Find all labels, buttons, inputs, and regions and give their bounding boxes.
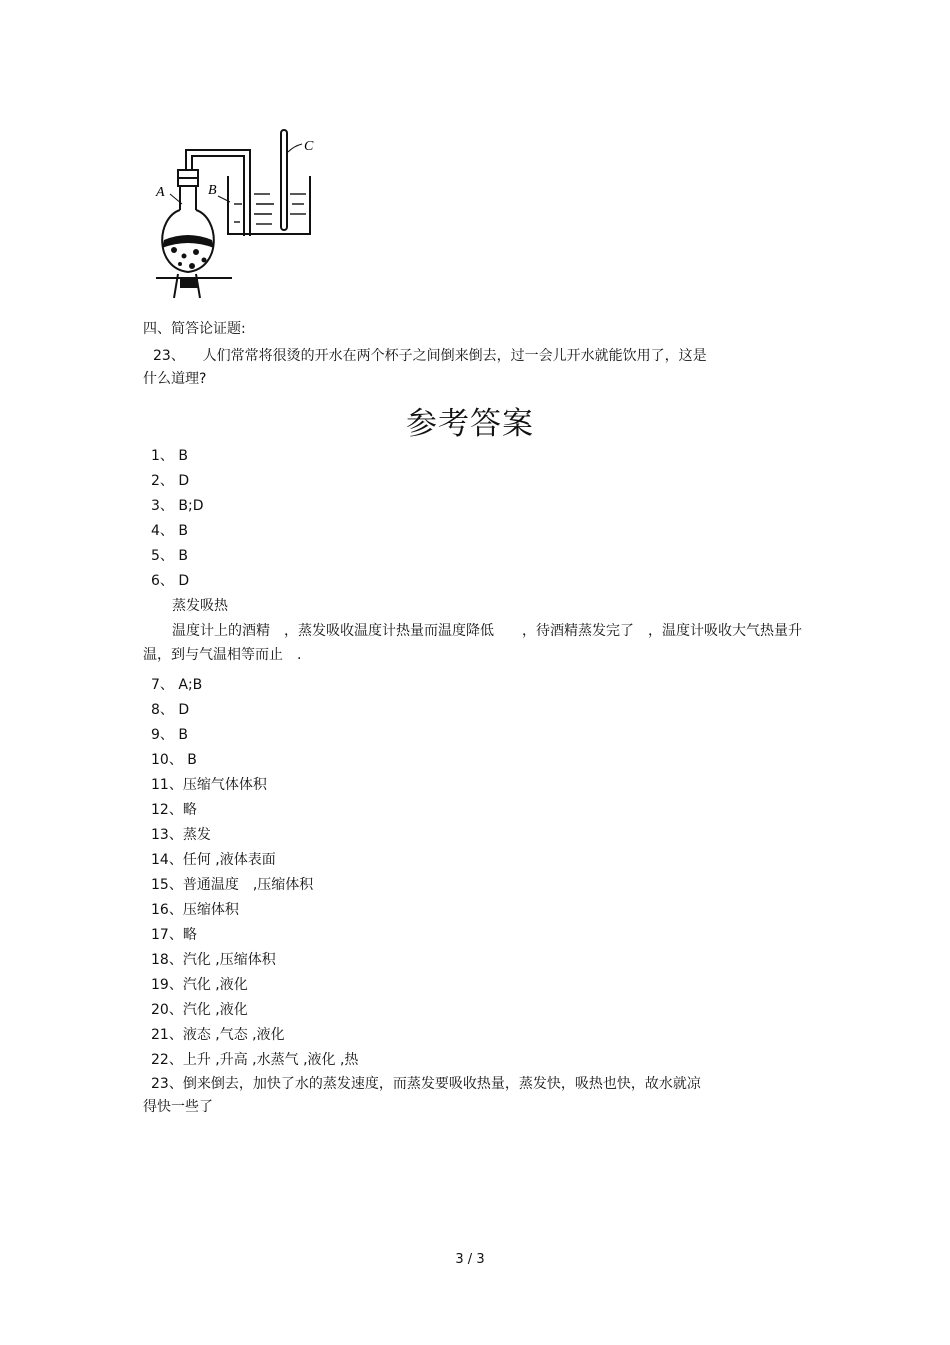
question-23: [143, 345, 783, 391]
list-item: [143, 569, 803, 594]
answer-number: 21、: [151, 1027, 183, 1043]
list-item: [143, 998, 803, 1023]
answer-text: B: [178, 548, 188, 564]
question-number: 23、: [153, 348, 185, 364]
answer-23-line1: [143, 1073, 803, 1096]
answer-number: 6、: [151, 573, 174, 589]
explanation-paragraph: 温度计上的酒精 ，蒸发吸收温度计热量而温度降低 ，待酒精蒸发完了 ，温度计吸收大气热量升温，到与气温相等而止 .: [143, 623, 802, 663]
answer-text: 蒸发: [182, 827, 211, 843]
answer-text: 压缩体积: [182, 902, 239, 918]
answer-number: 20、: [151, 1002, 183, 1018]
list-item: [143, 444, 803, 469]
list-item: [143, 898, 803, 923]
answer-text: D: [178, 702, 190, 718]
answer-text: A;B: [178, 677, 203, 693]
flask-beaker-thermometer-diagram: [150, 122, 340, 304]
answer-number: 5、: [151, 548, 174, 564]
answer-number: 2、: [151, 473, 174, 489]
answer-number: 18、: [151, 952, 183, 968]
answer-number: 9、: [151, 727, 174, 743]
answer-list: [143, 444, 803, 1119]
list-item: [143, 494, 803, 519]
question-text-line1: 人们常常将很烫的开水在两个杯子之间倒来倒去，过一会儿开水就能饮用了，这是: [202, 348, 707, 364]
answer-text: 汽化 ,压缩体积: [182, 952, 276, 968]
list-item: [143, 973, 803, 998]
list-item: [143, 798, 803, 823]
answer-number: 10、: [151, 752, 183, 768]
answer-text: 略: [182, 927, 197, 943]
answer-6-explanation: [143, 594, 803, 667]
list-item: [143, 469, 803, 494]
answer-23-text-line2: 得快一些了: [143, 1099, 213, 1115]
list-item: [143, 923, 803, 948]
list-item: [143, 948, 803, 973]
answer-heading: 参考答案: [406, 406, 534, 442]
answer-number: 17、: [151, 927, 183, 943]
answer-number: 8、: [151, 702, 174, 718]
list-item: [143, 698, 803, 723]
list-item: [143, 748, 803, 773]
answer-text: B: [178, 523, 188, 539]
answer-number: 23、: [151, 1076, 183, 1092]
question-text-line2: 什么道理?: [143, 371, 207, 387]
answer-text: 汽化 ,液化: [182, 1002, 248, 1018]
list-item: [143, 544, 803, 569]
list-item: [143, 723, 803, 748]
list-item: [143, 873, 803, 898]
page-number: 3 / 3: [455, 1252, 485, 1267]
list-item: [143, 823, 803, 848]
answer-text: 上升 ,升高 ,水蒸气 ,液化 ,热: [182, 1052, 359, 1068]
answer-text: 普通温度 ,压缩体积: [182, 877, 314, 893]
answer-number: 11、: [151, 777, 183, 793]
answer-text: 压缩气体体积: [182, 777, 267, 793]
explanation-line1: 蒸发吸热: [172, 598, 228, 614]
answer-text: D: [178, 473, 190, 489]
answer-text: D: [178, 573, 190, 589]
answer-number: 4、: [151, 523, 174, 539]
list-item: [143, 1048, 803, 1073]
list-item: [143, 773, 803, 798]
answer-number: 3、: [151, 498, 174, 514]
answer-text: 液态 ,气态 ,液化: [182, 1027, 285, 1043]
answer-23: [143, 1073, 803, 1119]
answer-text: B: [178, 727, 188, 743]
list-item: [143, 673, 803, 698]
answer-text: B;D: [178, 498, 204, 514]
list-item: [143, 848, 803, 873]
answer-number: 13、: [151, 827, 183, 843]
list-item: [143, 519, 803, 544]
question-line1: [143, 345, 783, 368]
answer-text: 略: [182, 802, 197, 818]
label-c: C: [304, 139, 314, 154]
answer-number: 19、: [151, 977, 183, 993]
answer-number: 22、: [151, 1052, 183, 1068]
answer-number: 12、: [151, 802, 183, 818]
label-b: B: [208, 183, 217, 198]
answer-23-text-line1: 倒来倒去，加快了水的蒸发速度，而蒸发要吸收热量，蒸发快，吸热也快，故水就凉: [182, 1076, 701, 1092]
label-a: A: [156, 185, 165, 200]
apparatus-figure: [150, 122, 340, 304]
answer-number: 7、: [151, 677, 174, 693]
answer-text: B: [178, 448, 188, 464]
answer-number: 16、: [151, 902, 183, 918]
answer-number: 14、: [151, 852, 183, 868]
answer-text: 任何 ,液体表面: [182, 852, 276, 868]
answer-text: B: [187, 752, 197, 768]
answer-number: 1、: [151, 448, 174, 464]
answer-number: 15、: [151, 877, 183, 893]
answer-text: 汽化 ,液化: [182, 977, 248, 993]
list-item: [143, 1023, 803, 1048]
section-title: 四、简答论证题:: [143, 321, 246, 337]
